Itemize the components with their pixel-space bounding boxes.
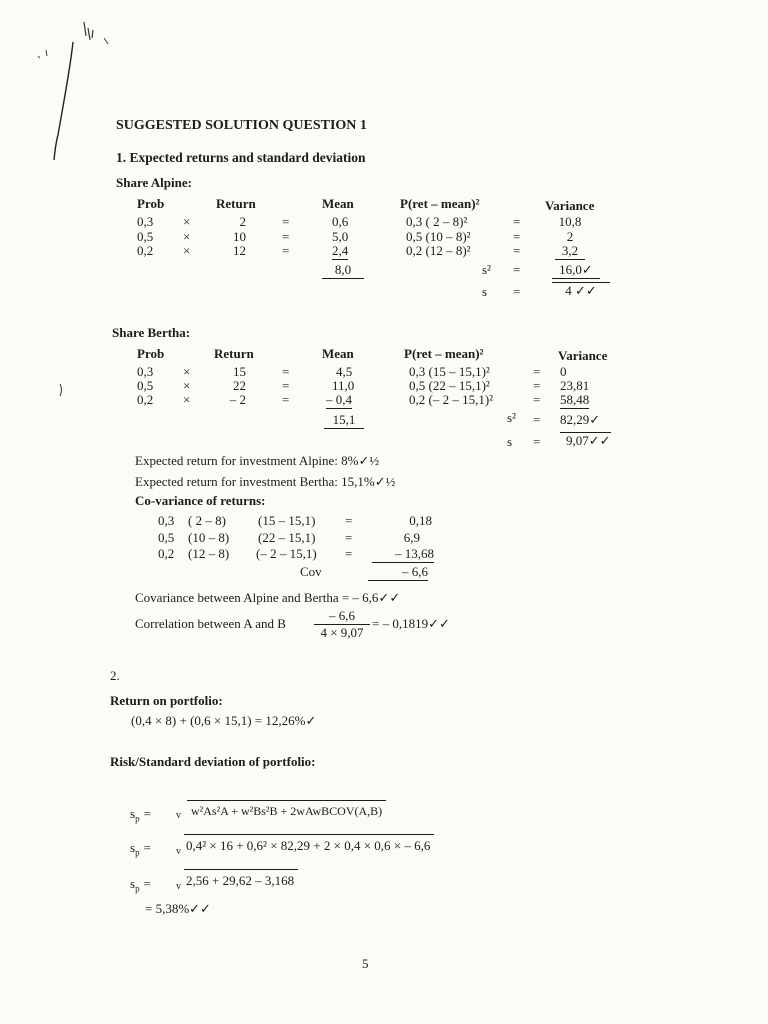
correlation-result: = – 0,1819✓✓ [372, 616, 450, 631]
return-formula: (0,4 × 8) + (0,6 × 15,1) = 12,26%✓ [131, 713, 317, 728]
cell-equals: = [282, 392, 290, 407]
cell-pret: 0,5 (10 – 8)² [406, 229, 471, 244]
cov-equals: = [345, 513, 353, 528]
cell-times: × [183, 364, 191, 379]
sp-subscript: p [135, 883, 140, 894]
sqrt-sign-icon: v [176, 846, 181, 857]
alpine-s2-equals: = [513, 262, 521, 277]
cell-pret: 0,3 (15 – 15,1)² [409, 364, 490, 379]
cov-alpine-dev: (10 – 8) [188, 530, 230, 545]
alpine-s-label: s [482, 284, 488, 299]
cell-variance: 23,81 [560, 378, 590, 393]
alpine-s-equals: = [513, 284, 521, 299]
cov-value: 6,9 [403, 530, 420, 545]
sp-equals: = [143, 806, 151, 821]
alpine-s-value: 4 ✓✓ [552, 282, 610, 299]
sp-subscript: p [135, 813, 140, 824]
cell-mean: 5,0 [332, 229, 349, 244]
correlation-denominator: 4 × 9,07 [320, 625, 364, 640]
bertha-header-pret: P(ret – mean)² [404, 346, 484, 361]
cell-equals: = [282, 229, 290, 244]
cov-bertha-dev: (15 – 15,1) [258, 513, 316, 528]
cov-equals: = [345, 530, 353, 545]
cell-equals: = [282, 378, 290, 393]
cell-times: × [183, 392, 191, 407]
sp-label [130, 840, 151, 858]
formula-3: 2,56 + 29,62 – 3,168 [184, 869, 298, 889]
sp-label [130, 806, 151, 824]
bertha-s-label: s [507, 434, 513, 449]
alpine-header-variance: Variance [545, 198, 595, 213]
cell-prob: 0,3 [137, 364, 154, 379]
sp-symbol: s [130, 840, 136, 855]
cell-mean: – 0,4 [326, 392, 352, 407]
cell-variance: 10,8 [558, 214, 582, 229]
section-1-heading: 1. Expected returns and standard deviation [116, 150, 366, 165]
alpine-s2-label: s² [482, 262, 491, 277]
section-2-number: 2. [110, 668, 120, 683]
bertha-header-mean: Mean [322, 346, 354, 361]
cov-prob: 0,5 [158, 530, 175, 545]
final-result: = 5,38%✓✓ [145, 901, 211, 916]
cell-prob: 0,2 [137, 392, 154, 407]
cell-pret: 0,2 (– 2 – 15,1)² [409, 392, 494, 407]
alpine-mean-total: 8,0 [322, 262, 364, 279]
risk-heading: Risk/Standard deviation of portfolio: [110, 754, 316, 769]
cell-pret: 0,2 (12 – 8)² [406, 243, 471, 258]
cell-equals: = [533, 364, 541, 379]
cell-return: 12 [233, 243, 246, 258]
cell-pret: 0,5 (22 – 15,1)² [409, 378, 490, 393]
cell-variance: 58,48 [560, 392, 590, 407]
cell-return: 2 [239, 214, 246, 229]
cov-alpine-dev: (12 – 8) [188, 546, 230, 561]
bertha-s-equals: = [533, 434, 541, 449]
cell-equals: = [513, 243, 521, 258]
page-number: 5 [362, 956, 369, 971]
cell-equals: = [513, 214, 521, 229]
sqrt-sign-icon: v [176, 810, 181, 821]
cov-equals: = [345, 546, 353, 561]
alpine-header-prob: Prob [137, 196, 165, 211]
covariance-statement: Covariance between Alpine and Bertha = – 6,6✓✓ [135, 590, 401, 605]
sp-label [130, 876, 151, 894]
alpine-header-pret: P(ret – mean)² [400, 196, 480, 211]
cov-bertha-dev: (– 2 – 15,1) [256, 546, 317, 561]
cell-equals: = [282, 243, 290, 258]
cov-label: Cov [300, 564, 322, 579]
page-title: SUGGESTED SOLUTION QUESTION 1 [116, 118, 367, 133]
expected-return-alpine: Expected return for investment Alpine: 8%✓½ [135, 453, 380, 468]
cell-equals: = [282, 214, 290, 229]
sp-symbol: s [130, 806, 136, 821]
cell-return: 22 [233, 378, 246, 393]
cell-prob: 0,2 [137, 243, 154, 258]
cell-equals: = [282, 364, 290, 379]
bertha-s2-equals: = [533, 412, 541, 427]
formula-1: w²As²A + w²Bs²B + 2wAwBCOV(A,B) [187, 800, 386, 819]
alpine-header-return: Return [216, 196, 256, 211]
covariance-heading: Co-variance of returns: [135, 493, 266, 508]
bertha-mean-total: 15,1 [324, 412, 364, 429]
cov-alpine-dev: ( 2 – 8) [188, 513, 226, 528]
cell-equals: = [533, 392, 541, 407]
sqrt-sign-icon: v [176, 881, 181, 892]
sp-equals: = [143, 840, 151, 855]
cell-prob: 0,5 [137, 229, 154, 244]
cell-return: 10 [233, 229, 246, 244]
cell-variance: 0 [560, 364, 567, 379]
cell-equals: = [533, 378, 541, 393]
alpine-label: Share Alpine: [116, 175, 192, 190]
cov-total: – 6,6 [368, 564, 428, 581]
formula-2: 0,4² × 16 + 0,6² × 82,29 + 2 × 0,4 × 0,6 × – 6,6 [184, 834, 434, 854]
cov-prob: 0,2 [158, 546, 175, 561]
cell-mean: 0,6 [332, 214, 349, 229]
cov-value: 0,18 [409, 513, 432, 528]
cell-return: 15 [233, 364, 246, 379]
cov-prob: 0,3 [158, 513, 175, 528]
cell-pret: 0,3 ( 2 – 8)² [406, 214, 468, 229]
cell-times: × [183, 243, 191, 258]
bertha-header-return: Return [214, 346, 254, 361]
cell-prob: 0,3 [137, 214, 154, 229]
cell-mean: 2,4 [332, 243, 349, 258]
cell-variance: 2 [566, 229, 574, 244]
sp-equals: = [143, 876, 151, 891]
bertha-header-variance: Variance [558, 348, 608, 363]
sp-symbol: s [130, 876, 136, 891]
cell-mean: 4,5 [336, 364, 353, 379]
cell-prob: 0,5 [137, 378, 154, 393]
return-heading: Return on portfolio: [110, 693, 223, 708]
bertha-s-value: 9,07✓✓ [560, 432, 611, 449]
expected-return-bertha: Expected return for investment Bertha: 15,1%✓½ [135, 474, 396, 489]
cov-bertha-dev: (22 – 15,1) [258, 530, 316, 545]
bertha-s2-value: 82,29✓ [560, 412, 601, 427]
sp-subscript: p [135, 847, 140, 858]
cell-equals: = [513, 229, 521, 244]
cov-value: – 13,68 [372, 546, 434, 563]
alpine-s2-value: 16,0✓ [552, 262, 600, 279]
cell-times: × [183, 229, 191, 244]
cell-times: × [183, 214, 191, 229]
bertha-s2-label: s² [507, 410, 516, 425]
cell-times: × [183, 378, 191, 393]
cell-return: – 2 [229, 392, 246, 407]
correlation-prefix: Correlation between A and B [135, 616, 286, 631]
cell-variance: 3,2 [555, 243, 585, 260]
bertha-label: Share Bertha: [112, 325, 191, 340]
cell-mean: 11,0 [332, 378, 355, 393]
alpine-header-mean: Mean [322, 196, 354, 211]
correlation-numerator: – 6,6 [314, 608, 370, 625]
bertha-header-prob: Prob [137, 346, 165, 361]
